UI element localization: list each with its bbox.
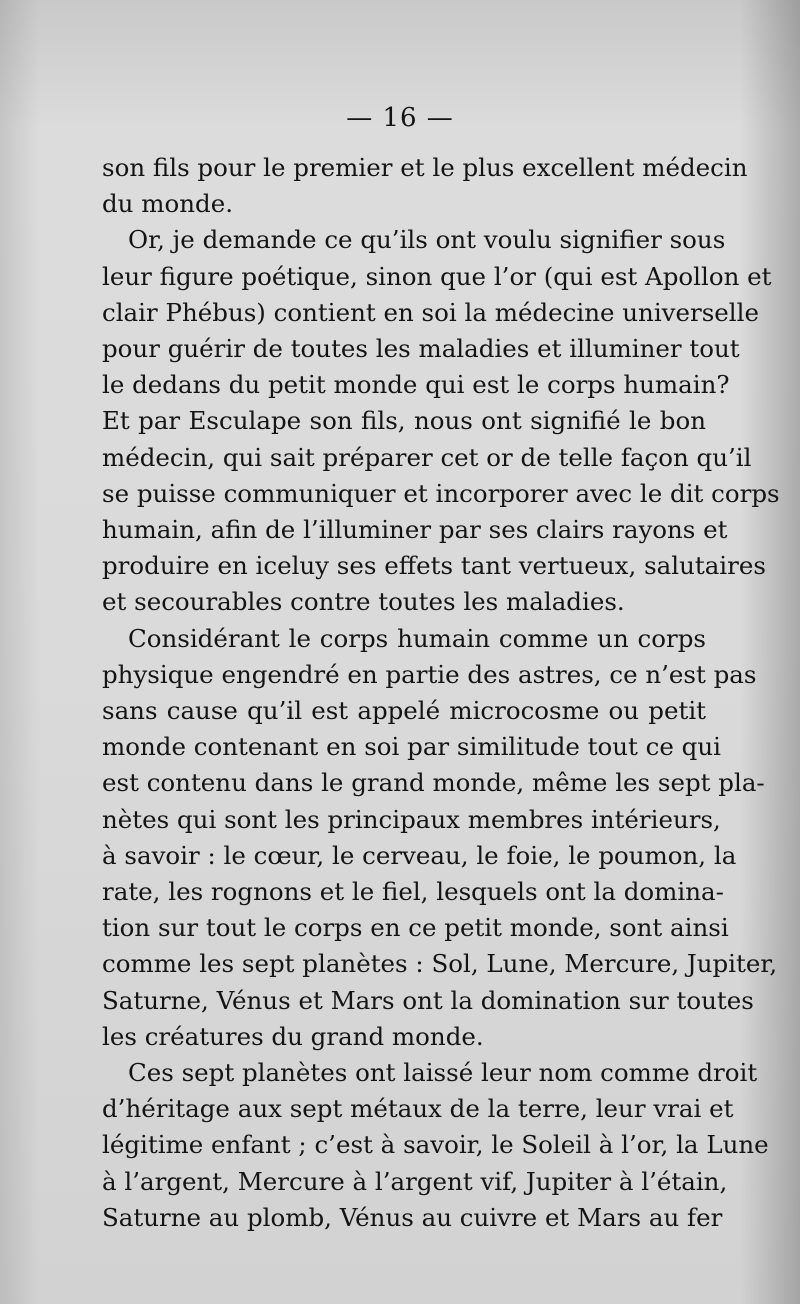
text-line: est contenu dans le grand monde, même les sept pla- bbox=[102, 768, 765, 798]
paragraph bbox=[102, 150, 748, 222]
text-line: légitime enfant ; c’est à savoir, le Soleil à l’or, la Lune bbox=[102, 1130, 769, 1160]
text-line: clair Phébus) contient en soi la médecine universelle bbox=[102, 297, 759, 327]
text-line: comme les sept planètes : Sol, Lune, Mercure, Jupiter, bbox=[102, 949, 778, 979]
text-line: et secourables contre toutes les maladies. bbox=[102, 587, 625, 617]
text-line: Saturne, Vénus et Mars ont la domination sur toutes bbox=[102, 985, 754, 1015]
paragraph bbox=[102, 222, 780, 620]
text-line: à savoir : le cœur, le cerveau, le foie, le poumon, la bbox=[102, 840, 737, 870]
text-line: rate, les rognons et le fiel, lesquels ont la domina- bbox=[102, 877, 724, 907]
text-line: les créatures du grand monde. bbox=[102, 1021, 484, 1051]
text-line: produire en iceluy ses effets tant vertueux, salutaires bbox=[102, 551, 766, 581]
text-line: physique engendré en partie des astres, ce n’est pas bbox=[102, 659, 757, 689]
paragraph bbox=[102, 621, 778, 1055]
text-line: leur figure poétique, sinon que l’or (qui est Apollon et bbox=[102, 261, 772, 291]
text-line: pour guérir de toutes les maladies et illuminer tout bbox=[102, 334, 740, 364]
text-line: nètes qui sont les principaux membres intérieurs, bbox=[102, 804, 721, 834]
text-line: monde contenant en soi par similitude tout ce qui bbox=[102, 732, 721, 762]
text-line: Considérant le corps humain comme un corps bbox=[128, 623, 706, 653]
text-line: d’héritage aux sept métaux de la terre, leur vrai et bbox=[102, 1094, 734, 1124]
page-number: — 16 — bbox=[346, 103, 454, 133]
text-line: Ces sept planètes ont laissé leur nom comme droit bbox=[128, 1058, 758, 1088]
text-line: se puisse communiquer et incorporer avec le dit corps bbox=[102, 478, 780, 508]
text-line: médecin, qui sait préparer cet or de telle façon qu’il bbox=[102, 442, 752, 472]
text-line: Et par Esculape son fils, nous ont signifié le bon bbox=[102, 406, 706, 436]
text-line: humain, afin de l’illuminer par ses clairs rayons et bbox=[102, 515, 728, 545]
text-line: à l’argent, Mercure à l’argent vif, Jupiter à l’étain, bbox=[102, 1166, 728, 1196]
text-line: tion sur tout le corps en ce petit monde, sont ainsi bbox=[102, 913, 729, 943]
paragraph bbox=[102, 1055, 769, 1236]
body-text bbox=[102, 150, 780, 1236]
text-line: le dedans du petit monde qui est le corps humain? bbox=[102, 370, 730, 400]
text-line: Or, je demande ce qu’ils ont voulu signifier sous bbox=[128, 225, 726, 255]
text-line: sans cause qu’il est appelé microcosme ou petit bbox=[102, 696, 706, 726]
text-line: Saturne au plomb, Vénus au cuivre et Mars au fer bbox=[102, 1202, 723, 1232]
text-line: son fils pour le premier et le plus excellent médecin bbox=[102, 153, 748, 182]
text-line: du monde. bbox=[102, 189, 233, 219]
